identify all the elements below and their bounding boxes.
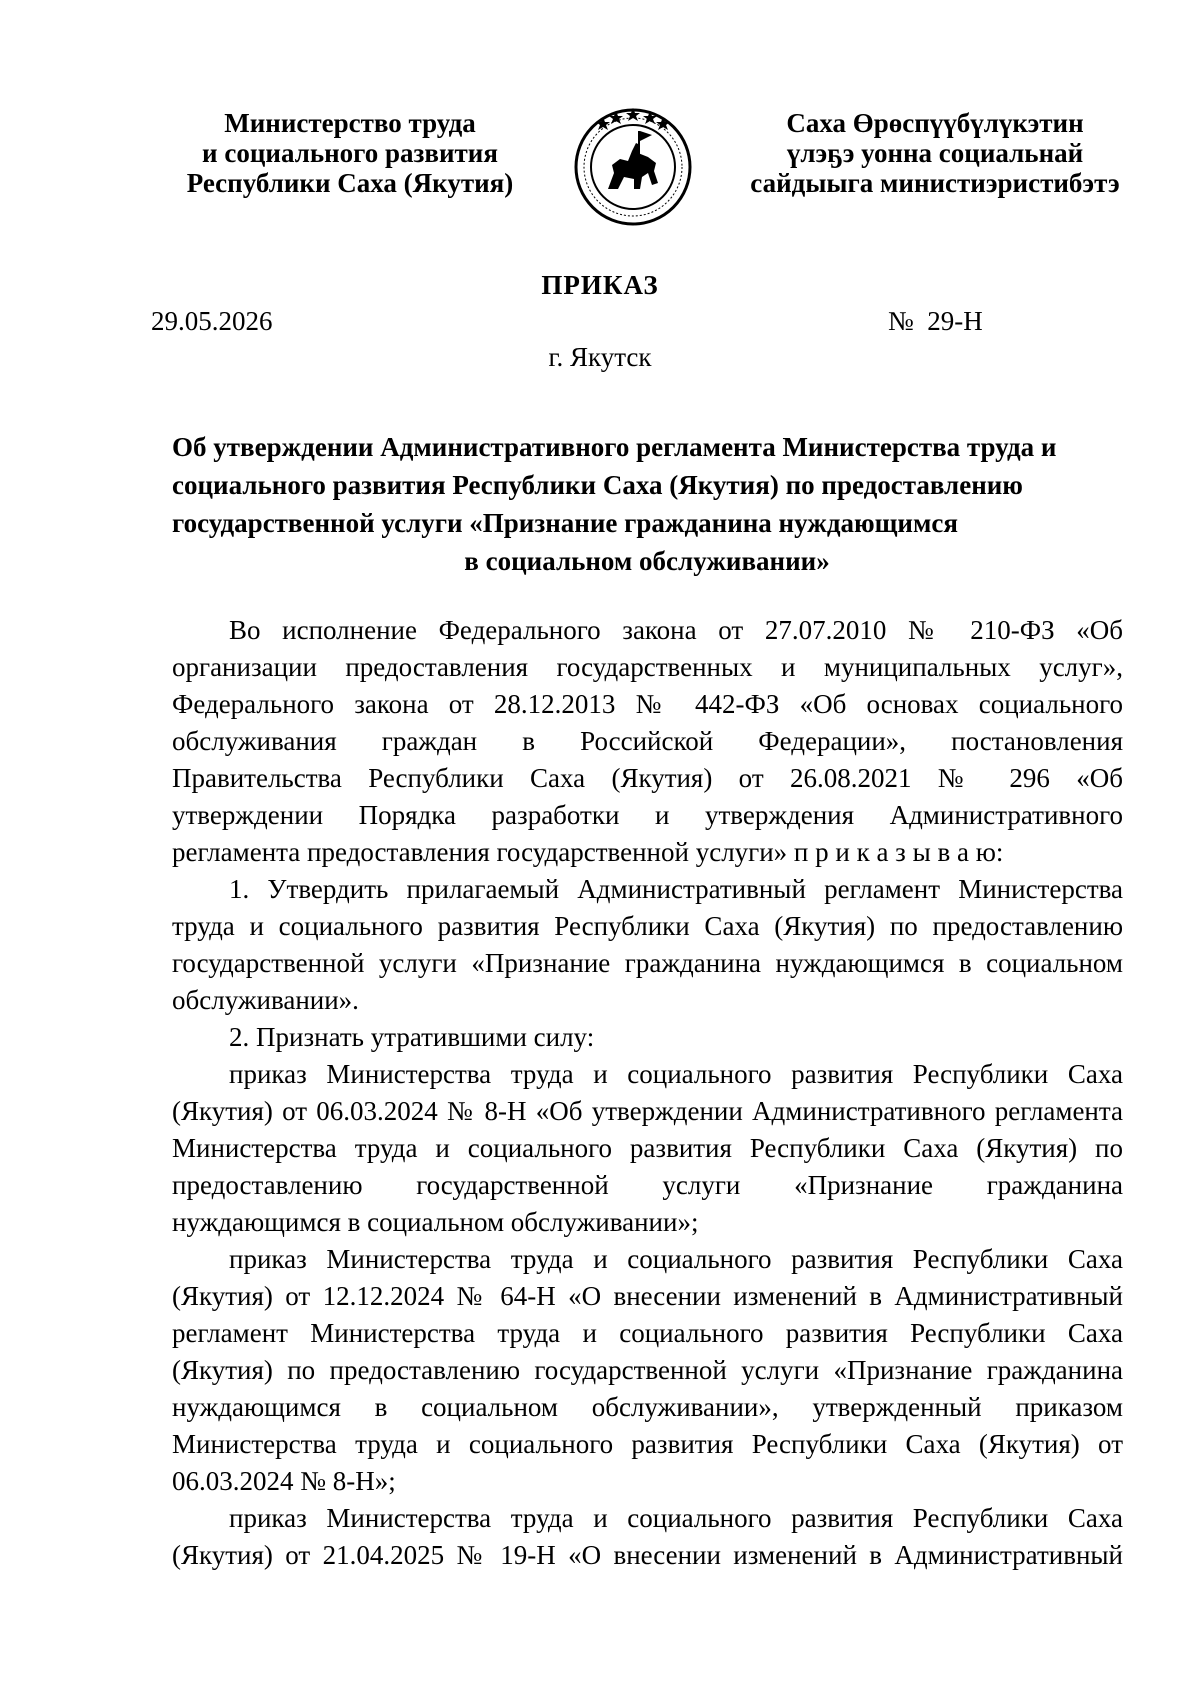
body-text-line: (Якутия) от 12.12.2024 № 64-Н «О внесении изменений в Административный (172, 1281, 1123, 1311)
subject-line: в социальном обслуживании» (464, 546, 830, 576)
ministry-name-line: Саха Өрөспүүбүлүкэтин (786, 108, 1084, 138)
ministry-name-line: и социального развития (202, 138, 498, 168)
body-text-line: (Якутия) по предоставлению государственной услуги «Признание гражданина (172, 1355, 1123, 1385)
ministry-name-yakut (740, 108, 1130, 198)
body-text-line: Федерального закона от 28.12.2013 № 442-ФЗ «Об основах социального (172, 689, 1123, 719)
order-date: 29.05.2026 (151, 306, 273, 336)
subject-line: социального развития Республики Саха (Якутия) по предоставлению (172, 470, 1023, 500)
body-text-line: государственной услуги «Признание гражданина нуждающимся в социальном (172, 948, 1123, 978)
subject-line: Об утверждении Административного регламента Министерства труда и (172, 432, 1057, 462)
body-text-line: регламент Министерства труда и социального развития Республики Саха (172, 1318, 1123, 1348)
body-text-line: организации предоставления государственных и муниципальных услуг», (172, 652, 1123, 682)
body-text-line: регламента предоставления государственной услуги» п р и к а з ы в а ю: (172, 837, 1004, 867)
body-text-line: приказ Министерства труда и социального развития Республики Саха (229, 1503, 1123, 1533)
subject-line: государственной услуги «Признание гражданина нуждающимся (172, 508, 958, 538)
body-text-line: Правительства Республики Саха (Якутия) от 26.08.2021 № 296 «Об (172, 763, 1123, 793)
order-body (172, 612, 1123, 1574)
body-text-line: приказ Министерства труда и социального развития Республики Саха (229, 1059, 1123, 1089)
body-text-line: Министерства труда и социального развития Республики Саха (Якутия) от (172, 1429, 1123, 1459)
body-text-line: нуждающимся в социальном обслуживании»; (172, 1207, 699, 1237)
body-text-line: (Якутия) от 21.04.2025 № 19-Н «О внесении изменений в Административный (172, 1540, 1123, 1570)
body-text-line: (Якутия) от 06.03.2024 № 8-Н «Об утверждении Административного регламента (172, 1096, 1123, 1126)
body-text-line: Во исполнение Федерального закона от 27.07.2010 № 210-ФЗ «Об (229, 615, 1123, 645)
body-text-line: труда и социального развития Республики Саха (Якутия) по предоставлению (172, 911, 1123, 941)
body-text-line: приказ Министерства труда и социального развития Республики Саха (229, 1244, 1123, 1274)
body-text-line: 06.03.2024 № 8-Н»; (172, 1466, 396, 1496)
body-text-line: нуждающимся в социальном обслуживании», утвержденный приказом (172, 1392, 1123, 1422)
document-title: ПРИКАЗ (541, 270, 659, 300)
sakha-coat-of-arms-icon (572, 103, 694, 227)
body-text-line: обслуживании». (172, 985, 359, 1015)
ministry-name-line: Министерство труда (224, 108, 476, 138)
order-subject (172, 428, 1122, 580)
order-city: г. Якутск (548, 342, 652, 372)
ministry-name-line: Республики Саха (Якутия) (186, 168, 514, 198)
body-text-line: 2. Признать утратившими силу: (229, 1022, 595, 1052)
ministry-name-line: үлэҕэ уонна социальнай (786, 138, 1084, 168)
body-text-line: 1. Утвердить прилагаемый Административный регламент Министерства (229, 874, 1123, 904)
body-text-line: Министерства труда и социального развития Республики Саха (Якутия) по (172, 1133, 1123, 1163)
body-text-line: обслуживания граждан в Российской Федерации», постановления (172, 726, 1123, 756)
ministry-name-line: сайдыыга министиэристибэтэ (750, 168, 1120, 198)
body-text-line: предоставлению государственной услуги «Признание гражданина (172, 1170, 1123, 1200)
body-text-line: утверждении Порядка разработки и утверждения Административного (172, 800, 1123, 830)
order-number: № 29-Н (888, 306, 983, 336)
ministry-name-russian (150, 108, 550, 198)
